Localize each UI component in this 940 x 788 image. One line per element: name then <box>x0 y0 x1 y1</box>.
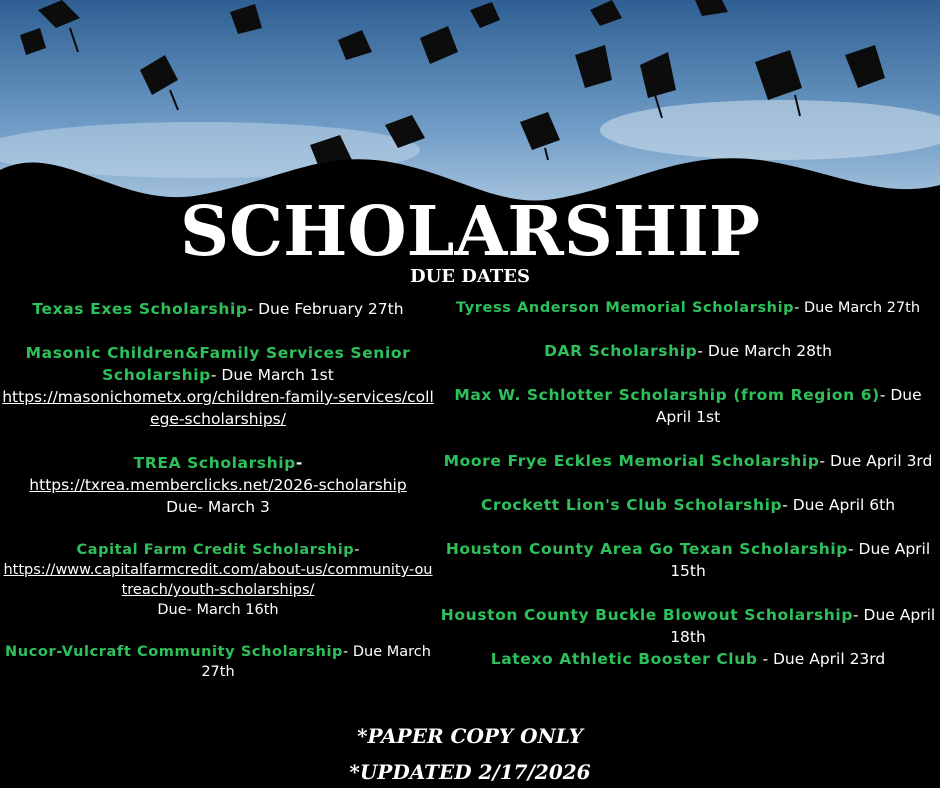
list-item <box>2 540 434 620</box>
scholarship-due-date: Due- March 3 <box>166 498 270 516</box>
page-subtitle: DUE DATES <box>410 266 530 287</box>
scholarship-name: Latexo Athletic Booster Club <box>490 650 758 668</box>
updated-date-note: *UPDATED 2/17/2026 <box>349 760 591 784</box>
paper-copy-note: *PAPER COPY ONLY <box>357 724 583 748</box>
scholarship-due: - <box>354 542 360 558</box>
scholarship-due: - Due April 23rd <box>757 650 886 668</box>
list-item <box>438 384 938 428</box>
scholarship-name: Houston County Area Go Texan Scholarship <box>445 540 848 558</box>
list-item <box>2 342 434 430</box>
scholarship-due: - Due February 27th <box>247 300 404 318</box>
right-scholarship-list <box>438 298 938 670</box>
scholarship-due: - Due March 1st <box>210 366 334 384</box>
scholarship-name: Crockett Lion's Club Scholarship <box>480 496 783 514</box>
scholarship-name: DAR Scholarship <box>544 342 698 360</box>
scholarship-name: Masonic Children&Family Services Senior Scholarship <box>25 344 411 384</box>
scholarship-name: Tyress Anderson Memorial Scholarship <box>455 300 795 316</box>
list-item <box>438 538 938 582</box>
scholarship-due: - Due March 28th <box>697 342 832 360</box>
scholarship-name: Houston County Buckle Blowout Scholarship <box>440 606 854 624</box>
scholarship-due: - Due April 1st <box>655 386 922 426</box>
list-item <box>2 452 434 518</box>
scholarship-link[interactable]: https://www.capitalfarmcredit.com/about-us/community-outreach/youth-scholarships/ <box>3 562 433 598</box>
list-item <box>438 298 938 318</box>
scholarship-name: Max W. Schlotter Scholarship (from Region 6) <box>454 386 880 404</box>
list-item <box>438 604 938 648</box>
scholarship-due: - Due April 18th <box>670 606 936 646</box>
scholarship-due: - Due March 27th <box>201 644 431 680</box>
scholarship-name: Nucor-Vulcraft Community Scholarship <box>5 644 343 660</box>
list-item <box>438 340 938 362</box>
scholarship-name: Moore Frye Eckles Memorial Scholarship <box>443 452 820 470</box>
page-title: SCHOLARSHIP <box>179 192 761 272</box>
scholarship-due: - Due March 27th <box>794 300 921 316</box>
scholarship-link[interactable]: https://txrea.memberclicks.net/2026-scholarship <box>29 476 407 494</box>
scholarship-due-date: Due- March 16th <box>157 602 279 618</box>
list-item <box>2 298 434 320</box>
list-item <box>438 450 938 472</box>
scholarship-name: TREA Scholarship <box>133 454 296 472</box>
scholarship-name: Capital Farm Credit Scholarship <box>76 542 355 558</box>
scholarship-due: - Due April 6th <box>782 496 896 514</box>
list-item <box>2 642 434 682</box>
list-item <box>438 494 938 516</box>
scholarship-due: - Due April 15th <box>670 540 931 580</box>
scholarship-due: - <box>295 454 303 472</box>
list-item <box>438 648 938 670</box>
scholarship-name: Texas Exes Scholarship <box>32 300 248 318</box>
left-scholarship-list <box>2 298 434 682</box>
scholarship-link[interactable]: https://masonichometx.org/children-family-services/college-scholarships/ <box>2 388 434 428</box>
scholarship-due: - Due April 3rd <box>819 452 933 470</box>
